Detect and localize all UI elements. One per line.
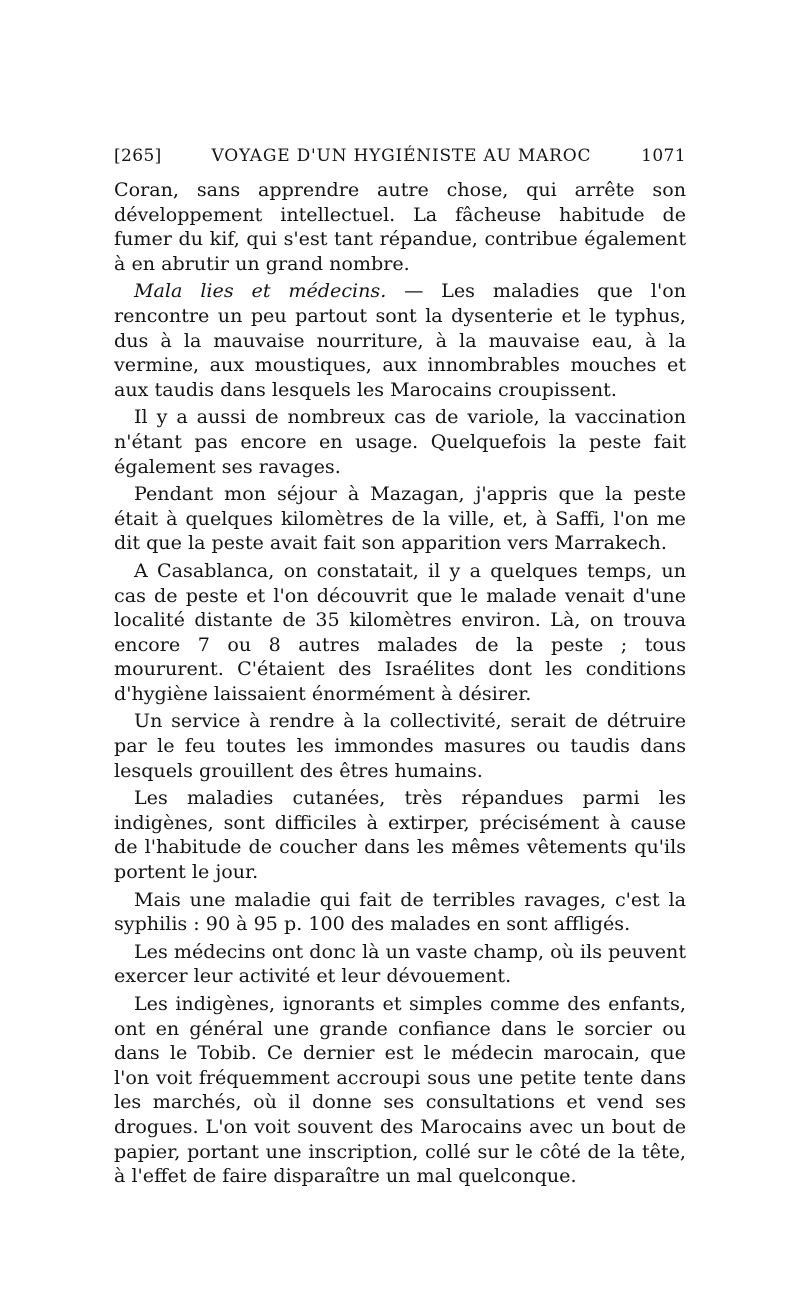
paragraph: Les maladies cutanées, très répandues parmi les indigènes, sont difficiles à extirper, précisément à cause de l'habitude de coucher dans les mêmes vêtements qu'ils portent le jour. [114,786,686,884]
paragraph: Mala lies et médecins. — Les maladies que l'on rencontre un peu partout sont la dysenterie et le typhus, dus à la mauvaise nourriture, à la mauvaise eau, à la vermine, aux moustiques, aux innombrables mouches et aux taudis dans lesquels les Marocains croupissent. [114,279,687,401]
header-title: VOYAGE D'UN HYGIÉNISTE AU MAROC [211,146,592,166]
body-text [114,178,686,1189]
section-heading: Mala lies et médecins. [134,279,387,303]
header-section-number: [265] [114,146,162,166]
paragraph: Mais une maladie qui fait de terribles ravages, c'est la syphilis : 90 à 95 p. 100 des malades en sont affligés. [114,887,686,936]
paragraph: Coran, sans apprendre autre chose, qui arrête son développement intellectuel. La fâcheuse habitude de fumer du kif, qui s'est tant répandue, contribue également à en abrutir un grand nombre. [114,178,686,275]
paragraph: Les médecins ont donc là un vaste champ, où ils peuvent exercer leur activité et leur dévouement. [114,939,686,988]
running-header [114,146,686,166]
paragraph: Les indigènes, ignorants et simples comme des enfants, ont en général une grande confiance dans le sorcier ou dans le Tobib. Ce dernier est le médecin marocain, que l'on voit fréquemment accroupi sous une petite tente dans les marchés, où il donne ses consultations et vend ses drogues. L'on voit souvent des Marocains avec un bout de papier, portant une inscription, collé sur le côté de la tête, à l'effet de faire disparaître un mal quelconque. [114,992,686,1188]
document-page [114,146,686,1192]
paragraph: Pendant mon séjour à Mazagan, j'appris que la peste était à quelques kilomètres de la ville, et, à Saffi, l'on me dit que la peste avait fait son apparition vers Marrakech. [114,482,686,555]
paragraph: Il y a aussi de nombreux cas de variole, la vaccination n'étant pas encore en usage. Quelquefois la peste fait également ses ravages. [114,405,686,478]
paragraph: Un service à rendre à la collectivité, serait de détruire par le feu toutes les immondes masures ou taudis dans lesquels grouillent des êtres humains. [114,709,686,782]
page-number: 1071 [641,146,686,166]
paragraph: A Casablanca, on constatait, il y a quelques temps, un cas de peste et l'on découvrit que le malade venait d'une localité distante de 35 kilomètres environ. Là, on trouva encore 7 ou 8 autres malades de la peste ; tous moururent. C'étaient des Israélites dont les conditions d'hygiène laissaient énormément à désirer. [114,558,686,705]
